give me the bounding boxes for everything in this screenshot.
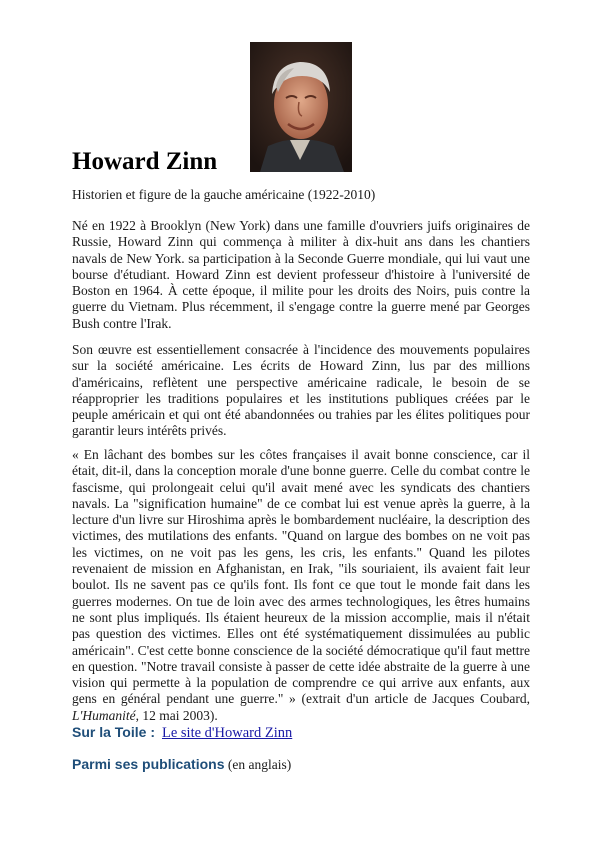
web-section: [72, 724, 292, 742]
bio-paragraph-1: Né en 1922 à Brooklyn (New York) dans une famille d'ouvriers juifs originaires de Russie, Howard Zinn qui commença à militer à dix-huit ans dans les chantiers navals de New York. sa participation à la Seconde Guerre mondiale, qui lui vaut une bourse d'étudiant. Howard Zinn est devient professeur d'histoire à l'université de Boston en 1964. À cette époque, il milite pour les droits des Noirs, puis contre la guerre du Vietnam. Plus récemment, il s'engage contre la guerre mené par Georges Bush contre l'Irak.: [72, 218, 530, 331]
publications-label: Parmi ses publications: [72, 756, 225, 772]
source-journal: L'Humanité: [72, 707, 136, 723]
publications-section: [72, 756, 291, 773]
bio-paragraph-2: Son œuvre est essentiellement consacrée à l'incidence des mouvements populaires sur la société américaine. Les écrits de Howard Zinn, lus par des millions d'américains, reflètent une perspective américaine radicale, le besoin de se réapproprier les traditions populaires et les institutions publiques créées par le peuple américain et qui ont été abandonnées ou trahies par les élites politiques pour garantir leurs intérêts privés.: [72, 342, 530, 439]
quote-text: « En lâchant des bombes sur les côtes françaises il avait bonne conscience, car il était, dit-il, dans la conception morale d'une bonne guerre. Celle du combat contre le fascisme, qui prolongeait celui qu'il avait mené avec les syndicats des chantiers navals. La "signification humaine" de ce combat lui est venue après la guerre, à la lecture d'un livre sur Hiroshima après le bombardement nucléaire, la description des victimes, des mutilations des enfants. "Quand on largue des bombes on ne voit pas les victimes, on ne voit pas les gens, les cris, les enfants." Quand les pilotes revenaient de mission en Afghanistan, en Irak, "ils souriaient, ils avaient fait leur boulot. Ils ne savent pas ce qu'ils font. Ils font ce que tout le monde fait dans les guerres modernes. On tue de loin avec des armes technologiques, les êtres humains ne sont plus impliqués. Ils étaient heureux de la mission accomplie, mais il n'était pas question des victimes. Elles ont été systématiquement dissimulées au public américain". C'est cette bonne conscience de la société démocratique qu'il faut mettre en question. "Notre travail consiste à passer de cette idée abstraite de la guerre à une vision qui permette à la population de comprendre ce qui arrive aux enfants, aux gens en général pendant une guerre." » (extrait d'un article de Jacques Coubard,: [72, 447, 530, 707]
publications-note: (en anglais): [227, 757, 292, 772]
portrait-image: [250, 42, 352, 172]
author-site-link[interactable]: Le site d'Howard Zinn: [161, 725, 293, 741]
page-title: Howard Zinn: [72, 148, 218, 175]
author-portrait: [250, 42, 352, 172]
web-label: Sur la Toile :: [72, 724, 155, 740]
source-date: , 12 mai 2003).: [135, 707, 218, 723]
subtitle: Historien et figure de la gauche américaine (1922-2010): [72, 187, 376, 202]
quote-paragraph: [72, 447, 530, 724]
